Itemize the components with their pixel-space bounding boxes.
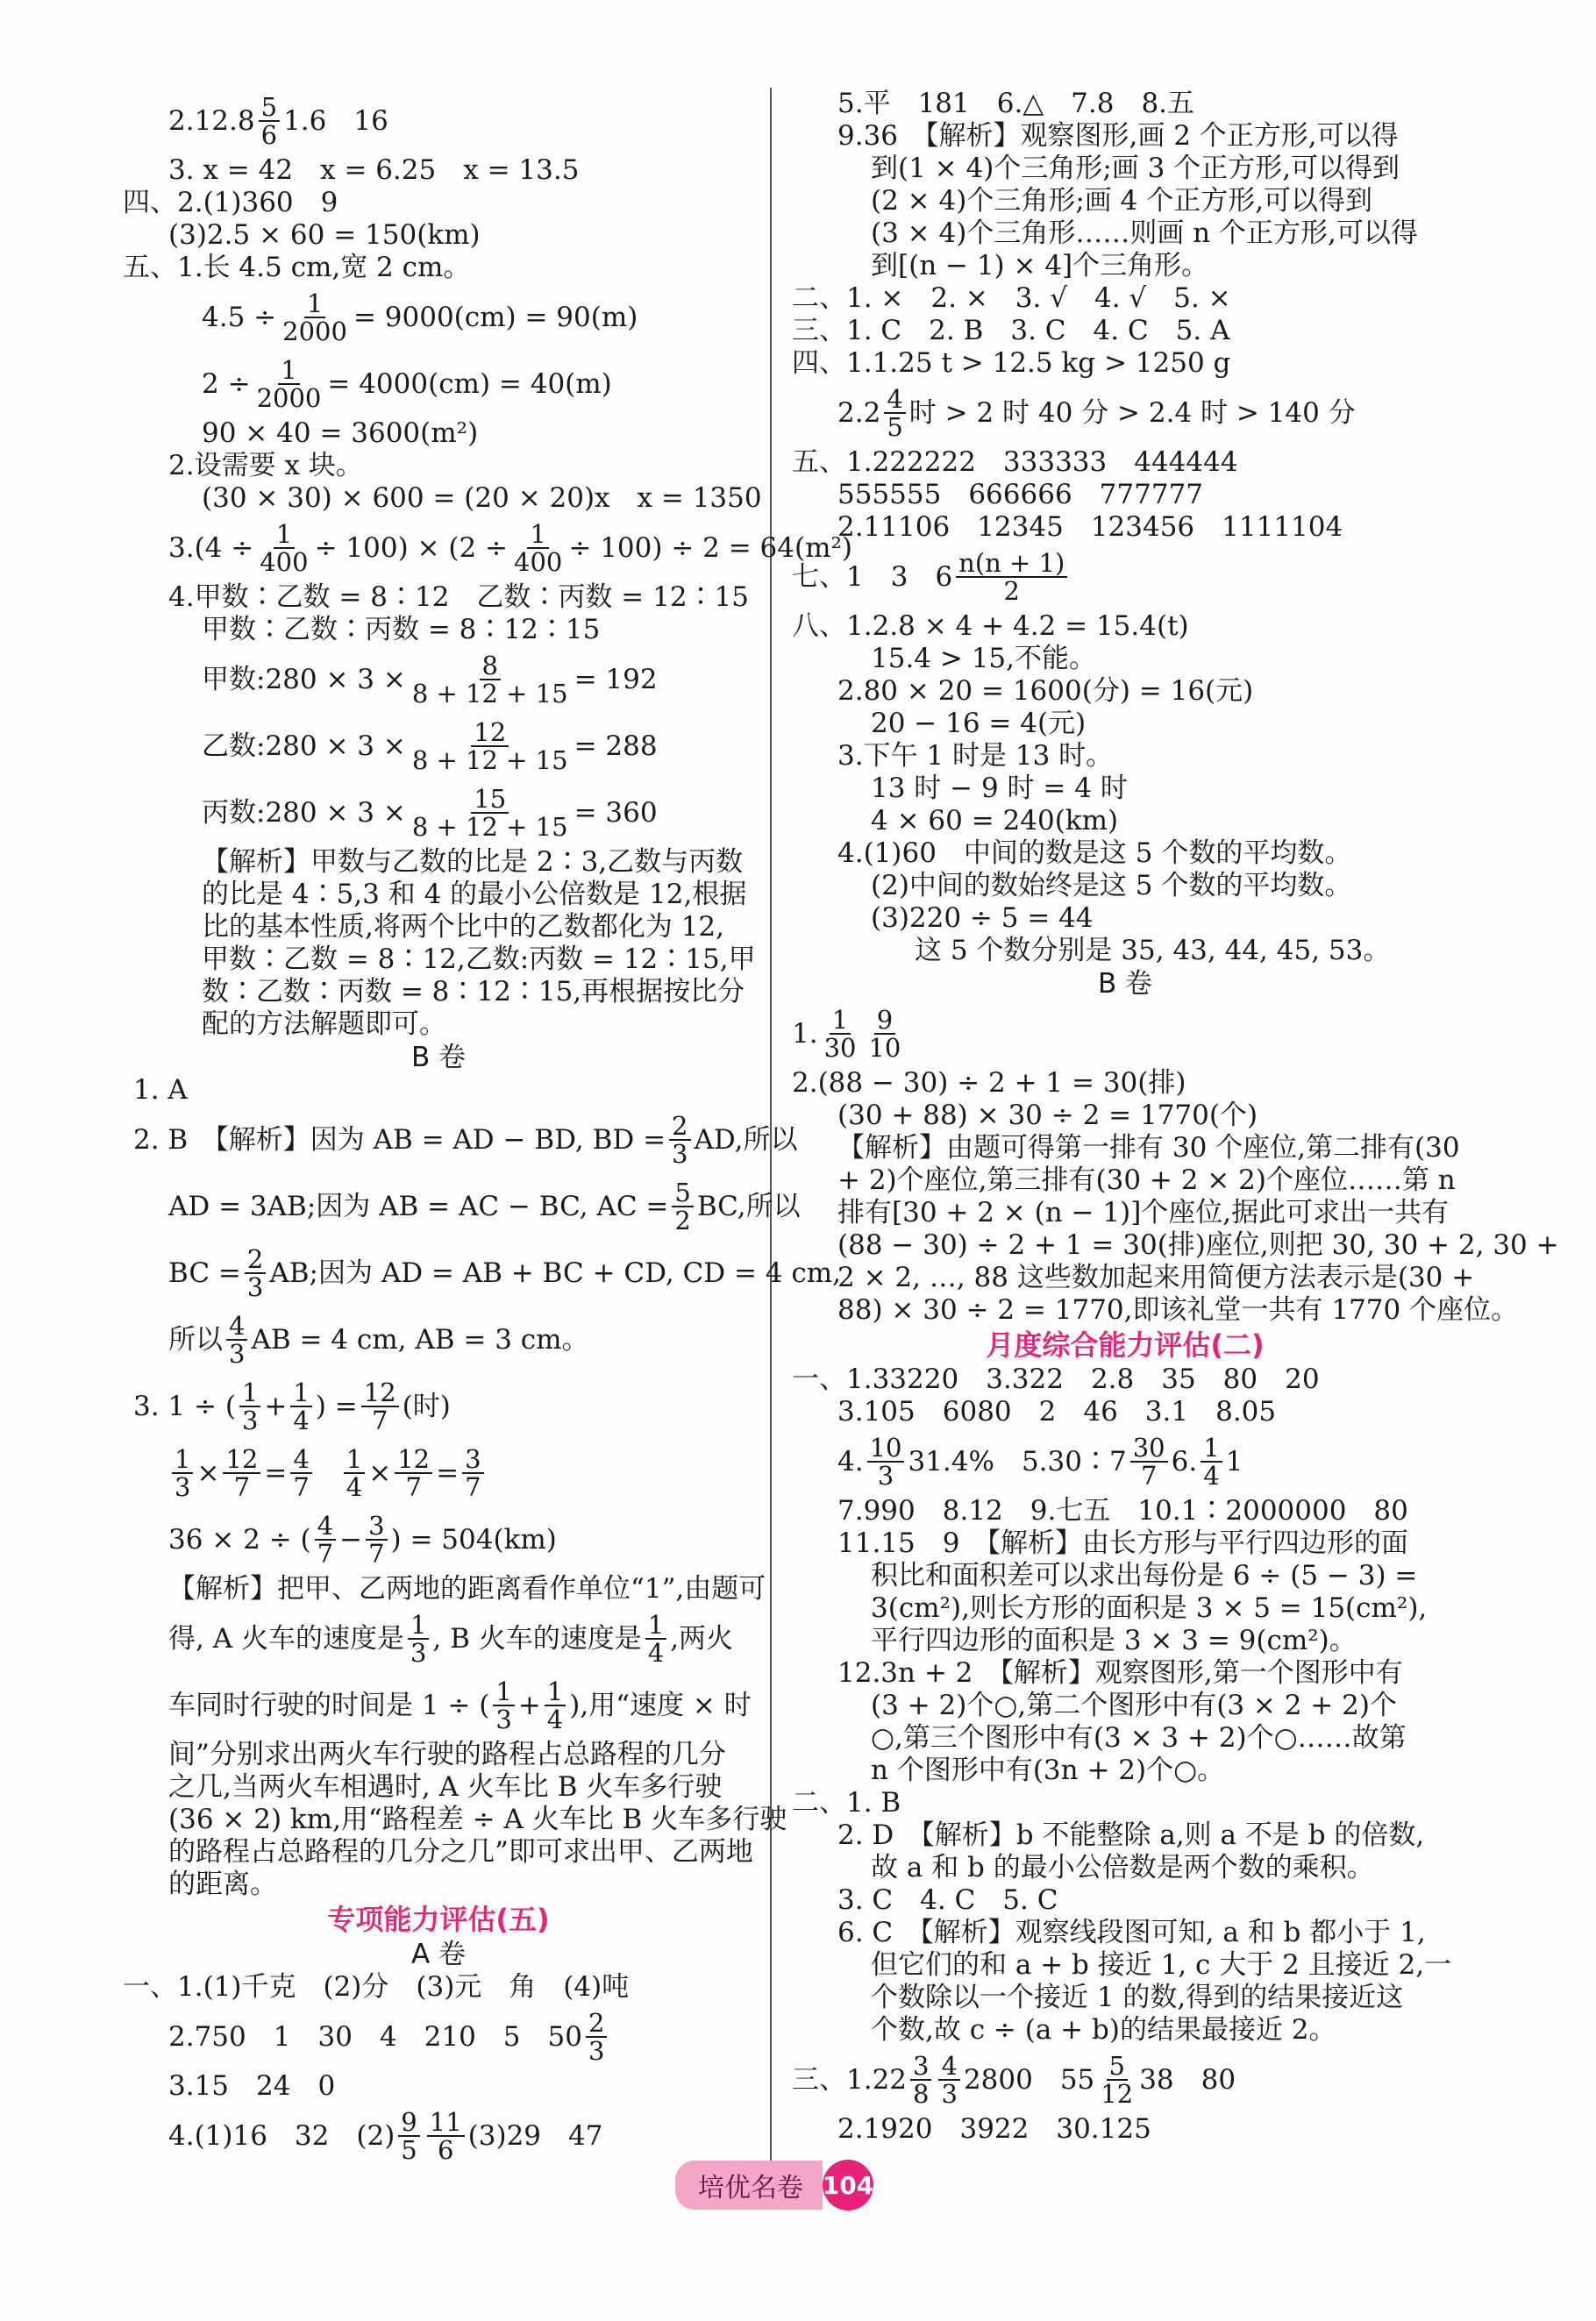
fraction: $\frac{12}{7}$ xyxy=(223,1446,260,1501)
fraction: $\frac{1}{4}$ xyxy=(344,1446,365,1501)
fraction: $\frac{9}{10}$ xyxy=(868,1004,901,1063)
fraction: $\frac{5}{2}$ xyxy=(672,1179,693,1235)
book-title-label: 培优名卷 xyxy=(675,2161,823,2210)
answer-line: 这 5 个数分别是 35, 43, 44, 45, 53。 xyxy=(915,935,1391,966)
section-line: 一、1.33220 3.322 2.8 35 80 20 xyxy=(792,1363,1320,1395)
answer-line: 2.12.8 $\frac{5}{6}$ 1.6 16 xyxy=(168,91,388,150)
answer-line: 2. B 【解析】因为 AB = AD − BD, BD = $\frac{2}{3}$ AD,所以 xyxy=(133,1110,798,1169)
section-heading: 月度综合能力评估(二) xyxy=(986,1328,1265,1362)
answer-line: 20 − 16 = 4(元) xyxy=(871,708,1087,739)
fraction: $\frac{5}{6}$ xyxy=(259,94,280,149)
analysis-line: 12.3n + 2 【解析】观察图形,第一个图形中有 xyxy=(837,1657,1403,1689)
fraction: $\frac{1}{400}$ xyxy=(514,518,563,577)
fraction: $\frac{1}{2000}$ xyxy=(256,354,322,413)
answer-line: 2.80 × 20 = 1600(分) = 16(元) xyxy=(837,675,1254,707)
answer-line: 15.4 > 15,不能。 xyxy=(871,643,1097,674)
analysis-line: 2. D 【解析】b 不能整除 a,则 a 不是 b 的倍数, xyxy=(837,1819,1425,1851)
section-line: 五、1.222222 333333 444444 xyxy=(792,446,1238,478)
answer-line: 2.750 1 30 4 210 5 50 $\frac{2}{3}$ xyxy=(123,2004,754,2070)
answer-line: 4.(1)60 中间的数是这 5 个数的平均数。 xyxy=(837,837,1352,869)
answer-line: (2)中间的数始终是这 5 个数的平均数。 xyxy=(871,870,1352,901)
analysis-line: 配的方法解题即可。 xyxy=(202,1008,446,1040)
answer-line: 36 × 2 ÷ ( $\frac{4}{7}$ − $\frac{3}{7}$ ) = 504(km) xyxy=(168,1510,557,1569)
fraction: $\frac{4}{3}$ xyxy=(226,1313,247,1368)
answer-line: 3. 1 ÷ ( $\frac{1}{3}$ + $\frac{1}{4}$ ) = $\frac{12}{7}$ (时) xyxy=(133,1377,451,1435)
fraction: $\frac{9}{5}$ xyxy=(398,2109,419,2164)
fraction: $\frac{1}{3}$ xyxy=(239,1379,260,1435)
section-heading: 专项能力评估(五) xyxy=(327,1903,550,1936)
fraction: $\frac{12}{7}$ xyxy=(361,1379,399,1435)
answer-line: 3.下午 1 时是 13 时。 xyxy=(837,740,1114,772)
analysis-line: 车同时行驶的时间是 1 ÷ ( $\frac{1}{3}$ + $\frac{1}{4}$ ),用“速度 × 时 xyxy=(168,1676,752,1734)
answer-line: 3.(4 ÷ $\frac{1}{400}$ ÷ 100) × (2 ÷ $\frac{1}{400}$ ÷ 100) ÷ 2 = 64(m²) xyxy=(168,518,853,577)
fraction: $\frac{2}{3}$ xyxy=(245,1246,266,1301)
fraction: $\frac{10}{3}$ xyxy=(867,1435,905,1490)
analysis-line: 的比是 4∶5,3 和 4 的最小公倍数是 12,根据 xyxy=(202,879,747,910)
fraction: $\frac{1}{30}$ xyxy=(823,1004,857,1063)
page-footer xyxy=(675,2160,873,2211)
analysis-line: n 个图形中有(3n + 2)个○。 xyxy=(871,1755,1225,1786)
answer-line: 1. A xyxy=(133,1074,188,1106)
answer-line: 2.11106 12345 123456 1111104 xyxy=(837,511,1343,543)
volume-heading: A 卷 xyxy=(410,1939,467,1970)
fraction: $\frac{11}{6}$ xyxy=(427,2109,465,2164)
analysis-line: + 2)个座位,第三排有(30 + 2 × 2)个座位……第 n xyxy=(837,1164,1456,1196)
fraction: $\frac{2}{3}$ xyxy=(669,1113,690,1168)
answer-line: 7.990 8.12 9.七五 10.1∶2000000 80 xyxy=(837,1495,1408,1527)
analysis-line: 的路程占总路程的几分之几”即可求出甲、乙两地 xyxy=(168,1836,753,1868)
analysis-line: 甲数∶乙数 = 8∶12,乙数:丙数 = 12∶15,甲 xyxy=(202,943,756,975)
fraction: $\frac{12}{8 + 12 + 15}$ xyxy=(411,716,568,775)
fraction: $\frac{4}{5}$ xyxy=(884,386,905,441)
analysis-line: 2 × 2, …, 88 这些数加起来用简便方法表示是(30 + xyxy=(837,1262,1475,1293)
answer-line: 3.15 24 0 xyxy=(168,2070,336,2102)
fraction: $\frac{1}{4}$ xyxy=(545,1678,566,1734)
answer-line: 90 × 40 = 3600(m²) xyxy=(202,417,479,449)
volume-heading: B 卷 xyxy=(1097,968,1153,1000)
analysis-line: ○,第三个图形中有(3 × 3 + 2)个○……故第 xyxy=(871,1722,1407,1754)
fraction: $\frac{1}{3}$ xyxy=(172,1446,193,1501)
analysis-line: 11.15 9 【解析】由长方形与平行四边形的面 xyxy=(837,1527,1408,1559)
answer-line: 一、1.(1)千克 (2)分 (3)元 角 (4)吨 xyxy=(123,1971,630,2003)
analysis-line: 比的基本性质,将两个比中的乙数都化为 12, xyxy=(202,911,725,943)
fraction: $\frac{1}{400}$ xyxy=(260,518,309,577)
answer-line: 丙数:280 × 3 × $\frac{15}{8 + 12 + 15}$ = 360 xyxy=(202,783,658,842)
analysis-line: (3 × 4)个三角形……则画 n 个正方形,可以得 xyxy=(871,217,1418,249)
fraction: $\frac{8}{8 + 12 + 15}$ xyxy=(411,650,568,708)
fraction: $\frac{1}{3}$ xyxy=(408,1612,429,1667)
section-line: 三、1. C 2. B 3. C 4. C 5. A xyxy=(792,315,1230,346)
answer-line: (3)2.5 × 60 = 150(km) xyxy=(168,219,481,251)
analysis-line: 9.36 【解析】观察图形,画 2 个正方形,可以得 xyxy=(837,120,1399,152)
analysis-line: 平行四边形的面积是 3 × 3 = 9(cm²)。 xyxy=(871,1625,1357,1656)
fraction: $\frac{5}{12}$ xyxy=(1101,2050,1134,2109)
volume-heading: B 卷 xyxy=(410,1042,467,1073)
analysis-line: 数∶乙数∶丙数 = 8∶12∶15,再根据按比分 xyxy=(202,976,745,1007)
fraction: $\frac{n(n + 1)}{2}$ xyxy=(956,550,1067,605)
answer-line: BC = $\frac{2}{3}$ AB;因为 AD = AB + BC + CD, CD = 4 cm, xyxy=(168,1243,841,1302)
answer-line: 13 时 − 9 时 = 4 时 xyxy=(871,772,1128,804)
analysis-line: 个数除以一个接近 1 的数,得到的结果接近这 xyxy=(871,1982,1404,2013)
fraction: $\frac{4}{7}$ xyxy=(290,1446,311,1501)
fraction: $\frac{2}{3}$ xyxy=(586,2010,607,2065)
answer-line: 5.平 181 6.△ 7.8 8.五 xyxy=(837,88,1195,119)
analysis-line: 【解析】甲数与乙数的比是 2∶3,乙数与丙数 xyxy=(202,846,744,878)
answer-line: 3. x = 42 x = 6.25 x = 13.5 xyxy=(168,154,580,186)
analysis-line: (2 × 4)个三角形;画 4 个正方形,可以得到 xyxy=(871,185,1373,217)
answer-line: 4.5 ÷ $\frac{1}{2000}$ = 9000(cm) = 90(m) xyxy=(202,288,638,346)
right-column xyxy=(792,88,1559,2146)
analysis-line: 个数,故 c ÷ (a + b)的结果最接近 2。 xyxy=(871,2014,1336,2046)
section-line: 五、1.长 4.5 cm,宽 2 cm。 xyxy=(123,252,471,283)
answer-line: 2 ÷ $\frac{1}{2000}$ = 4000(cm) = 40(m) xyxy=(202,354,612,413)
fraction: $\frac{15}{8 + 12 + 15}$ xyxy=(411,783,568,842)
section-line: 七、1 3 6 $\frac{n(n + 1)}{2}$ xyxy=(792,544,1458,610)
analysis-line: 【解析】由题可得第一排有 30 个座位,第二排有(30 xyxy=(837,1132,1460,1164)
fraction: $\frac{12}{7}$ xyxy=(395,1446,432,1501)
analysis-line: 积比和面积差可以求出每份是 6 ÷ (5 − 3) = xyxy=(871,1560,1418,1591)
answer-line: 4 × 60 = 240(km) xyxy=(871,805,1119,837)
fraction: $\frac{3}{8}$ xyxy=(910,2053,931,2108)
section-line: 八、1.2.8 × 4 + 4.2 = 15.4(t) xyxy=(792,610,1189,642)
fraction: $\frac{1}{3}$ xyxy=(493,1678,514,1734)
fraction: $\frac{3}{7}$ xyxy=(366,1513,387,1568)
answer-line: 2.(88 − 30) ÷ 2 + 1 = 30(排) xyxy=(792,1067,1186,1099)
answer-line: 2.1920 3922 30.125 xyxy=(837,2113,1151,2145)
analysis-line: 排有[30 + 2 × (n − 1)]个座位,据此可求出一共有 xyxy=(837,1197,1450,1228)
answer-line: 乙数:280 × 3 × $\frac{12}{8 + 12 + 15}$ = 288 xyxy=(202,716,658,775)
fraction: $\frac{1}{4}$ xyxy=(290,1379,311,1435)
answer-line: (3)220 ÷ 5 = 44 xyxy=(871,902,1094,934)
analysis-line: 到[(n − 1) × 4]个三角形。 xyxy=(871,250,1209,281)
section-line: 四、1.1.25 t > 12.5 kg > 1250 g xyxy=(792,347,1231,379)
fraction: $\frac{1}{2000}$ xyxy=(282,288,347,346)
analysis-line: 的距离。 xyxy=(168,1869,277,1900)
answer-line: 1. $\frac{1}{30}$ $\frac{9}{10}$ xyxy=(792,1000,1458,1067)
section-line: 二、1. × 2. × 3. √ 4. √ 5. × xyxy=(792,282,1231,314)
section-line: 二、1. B xyxy=(792,1787,901,1819)
page-number: 104 xyxy=(823,2160,873,2211)
analysis-line: 但它们的和 a + b 接近 1, c 大于 2 且接近 2,一 xyxy=(871,1949,1452,1981)
analysis-line: 间”分别求出两火车行驶的路程占总路程的几分 xyxy=(168,1739,726,1770)
answer-line: (30 × 30) × 600 = (20 × 20)x x = 1350 xyxy=(202,482,762,514)
answer-line: $\frac{1}{3}$ × $\frac{12}{7}$ = $\frac{4}{7}$ $\frac{1}{4}$ × $\frac{12}{7}$ = $\frac{3}{7}$ xyxy=(123,1440,754,1506)
analysis-line: 故 a 和 b 的最小公倍数是两个数的乘积。 xyxy=(871,1852,1374,1883)
analysis-line: (88 − 30) ÷ 2 + 1 = 30(排)座位,则把 30, 30 + 2, 30 + xyxy=(837,1229,1559,1261)
answer-line: (30 + 88) × 30 ÷ 2 = 1770(个) xyxy=(837,1100,1258,1131)
answer-line: 3. C 4. C 5. C xyxy=(837,1884,1058,1916)
section-line: 三、1.22 $\frac{3}{8}$ $\frac{4}{3}$ 2800 55 $\frac{5}{12}$ 38 80 xyxy=(792,2050,1236,2109)
fraction: $\frac{1}{4}$ xyxy=(645,1612,666,1667)
fraction: $\frac{30}{7}$ xyxy=(1130,1435,1168,1490)
analysis-line: 到(1 × 4)个三角形;画 3 个正方形,可以得到 xyxy=(871,153,1400,184)
fraction: $\frac{3}{7}$ xyxy=(462,1446,483,1501)
fraction: $\frac{4}{3}$ xyxy=(938,2053,959,2108)
analysis-line: 得, A 火车的速度是 $\frac{1}{3}$ , B 火车的速度是 $\frac{1}{4}$ ,两火 xyxy=(168,1609,734,1668)
answer-line: 4. $\frac{10}{3}$ 31.4% 5.30∶7 $\frac{30}{7}$ 6. $\frac{1}{4}$ 1 xyxy=(837,1432,1243,1491)
analysis-line: 6. C 【解析】观察线段图可知, a 和 b 都小于 1, xyxy=(837,1917,1426,1948)
analysis-line: (3 + 2)个○,第二个图形中有(3 × 2 + 2)个 xyxy=(871,1690,1397,1721)
analysis-line: 3(cm²),则长方形的面积是 3 × 5 = 15(cm²), xyxy=(871,1592,1428,1624)
answer-line: AD = 3AB;因为 AB = AC − BC, AC = $\frac{5}{2}$ BC,所以 xyxy=(168,1177,801,1235)
analysis-line: 88) × 30 ÷ 2 = 1770,即该礼堂一共有 1770 个座位。 xyxy=(837,1294,1519,1326)
answer-line: 2.2 $\frac{4}{5}$ 时 > 2 时 40 分 > 2.4 时 > 140 分 xyxy=(837,383,1356,442)
fraction: $\frac{4}{7}$ xyxy=(315,1513,336,1568)
answer-line: 所以 $\frac{4}{3}$ AB = 4 cm, AB = 3 cm。 xyxy=(168,1310,589,1369)
answer-line: 2.设需要 x 块。 xyxy=(168,450,363,481)
fraction: $\frac{1}{4}$ xyxy=(1201,1435,1222,1490)
analysis-line: 【解析】把甲、乙两地的距离看作单位“1”,由题可 xyxy=(168,1573,766,1605)
answer-line: 甲数:280 × 3 × $\frac{8}{8 + 12 + 15}$ = 192 xyxy=(202,650,658,708)
answer-line: 3.105 6080 2 46 3.1 8.05 xyxy=(837,1396,1277,1427)
analysis-line: (36 × 2) km,用“路程差 ÷ A 火车比 B 火车多行驶 xyxy=(168,1804,787,1835)
answer-line: 555555 666666 777777 xyxy=(837,479,1204,510)
section-line: 四、2.(1)360 9 xyxy=(123,187,338,218)
answer-line: 4.(1)16 32 (2) $\frac{9}{5}$ $\frac{11}{6}$ (3)29 47 xyxy=(168,2106,603,2165)
analysis-line: 之几,当两火车相遇时, A 火车比 B 火车多行驶 xyxy=(168,1771,723,1803)
answer-line: 甲数∶乙数∶丙数 = 8∶12∶15 xyxy=(202,614,601,645)
answer-line: 4.甲数∶乙数 = 8∶12 乙数∶丙数 = 12∶15 xyxy=(168,581,750,613)
